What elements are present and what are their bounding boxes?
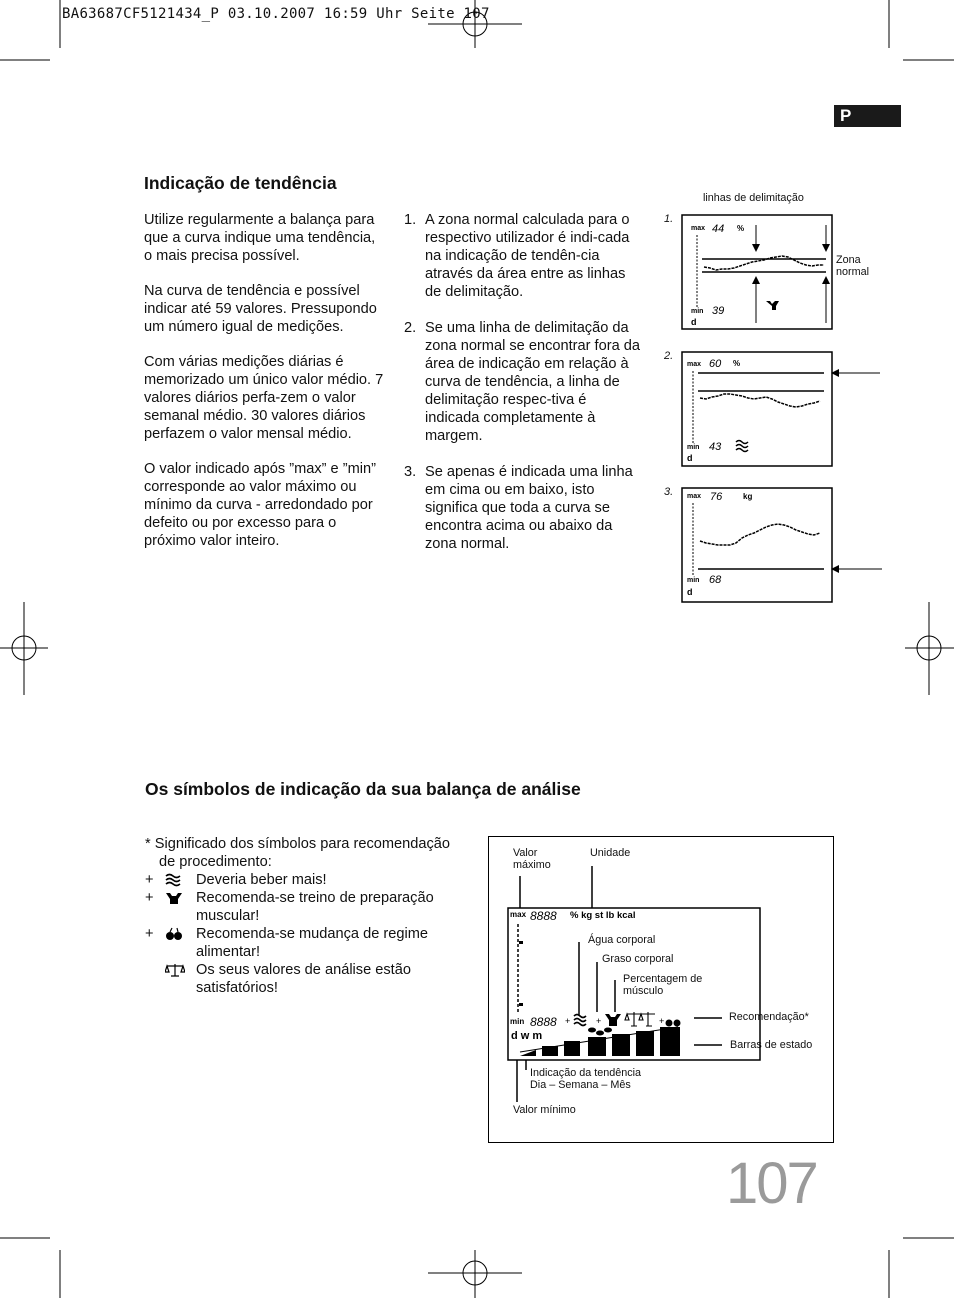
- min-label: min: [691, 308, 704, 315]
- trend-panel-2: [682, 352, 880, 466]
- list-text: A zona normal calculada para o respectivo utilizador é indi-cada na indicação de tendên-cia através da área entre as linhas de delimitação.: [425, 212, 630, 300]
- trend-numbered-list: [404, 211, 644, 553]
- list-text: Se apenas é indicada uma linha em cima ou em baixo, isto significa que toda a curva se encontra acima ou abaixo da zona normal.: [425, 464, 633, 552]
- lcd-scales-icon: [625, 1012, 643, 1026]
- trend-paragraph: Na curva de tendência e possível indicar até 59 valores. Pressupondo um número igual de medições.: [144, 283, 377, 335]
- trend-paragraph: Com várias medições diárias é memorizado um único valor médio. 7 valores diários perfa-zem o valor semanal médio. 30 valores diários perfazem o valor mensal médio.: [144, 354, 384, 442]
- figure-number: 3.: [664, 486, 674, 498]
- symbol-row: + Deveria beber mais!: [145, 872, 327, 888]
- lcd-units: % kg st lb kcal: [570, 910, 636, 921]
- label-body-fat: Graso corporal: [602, 953, 674, 965]
- figure-number: 1.: [664, 213, 674, 225]
- section-title-trend: Indicação de tendência: [144, 173, 337, 193]
- label-trend-indication: Indicação da tendência Dia – Semana – Mês: [530, 1067, 642, 1091]
- lcd-muscle-icon: [605, 1014, 621, 1026]
- list-number: 3.: [404, 464, 417, 480]
- symbol-row: Os seus valores de análise estão satisfatórios!: [145, 961, 485, 997]
- max-label: max: [691, 225, 706, 232]
- svg-text:+: +: [596, 1016, 602, 1026]
- trend-panel-1: [682, 215, 832, 329]
- muscle-icon: [766, 301, 779, 310]
- label-recommendation: Recomendação*: [729, 1011, 809, 1023]
- label-body-water: Água corporal: [588, 934, 656, 946]
- page-number: 107: [726, 1151, 817, 1216]
- svg-text:+: +: [565, 1016, 571, 1026]
- day-label: d: [687, 587, 693, 597]
- lcd-food-icon: [666, 1020, 673, 1027]
- list-number: 1.: [404, 212, 417, 228]
- water-icon: [165, 873, 181, 887]
- scales-icon: [165, 963, 185, 977]
- unit-label: kg: [743, 492, 753, 501]
- symbols-intro: * Significado dos símbolos para recomendação de procedimento:: [145, 836, 451, 870]
- trend-paragraph: O valor indicado após ”max” e ”min” corresponde ao valor máximo ou mínimo da curva - arredondado por defeito ou por excesso para o próximo valor inteiro.: [144, 461, 376, 549]
- trend-column-2: [404, 211, 644, 571]
- language-tab: P: [834, 105, 901, 127]
- unit-label: %: [737, 224, 745, 233]
- unit-label: %: [733, 359, 741, 368]
- water-icon: [736, 441, 748, 452]
- min-value: 68: [709, 574, 722, 586]
- list-item: [404, 211, 644, 301]
- lcd-min-digits: 8888: [530, 1015, 557, 1029]
- lcd-water-icon: [574, 1015, 586, 1026]
- list-item: [404, 463, 644, 553]
- label-status-bars: Barras de estado: [730, 1039, 813, 1051]
- lcd-max-digits: 8888: [530, 909, 557, 923]
- day-label: d: [687, 453, 693, 463]
- food-icon: [165, 927, 183, 941]
- lcd-dwm: d w m: [511, 1030, 543, 1042]
- label-max-value: Valor máximo: [513, 847, 551, 871]
- trend-panel-3: [682, 488, 882, 602]
- print-slug: BA63687CF5121434_P 03.10.2007 16:59 Uhr Seite 107: [62, 6, 490, 22]
- figure-number: 2.: [664, 350, 674, 362]
- min-label: min: [687, 444, 700, 451]
- list-text: Se uma linha de delimitação da zona normal se encontrar fora da área de indicação em relação à curva de tendência, a linha de delimitação respec-tiva é indicada completamente à margem.: [425, 320, 640, 444]
- min-value: 43: [709, 441, 722, 453]
- display-diagram-graphic: [488, 836, 834, 1143]
- day-label: d: [691, 317, 697, 327]
- max-value: 44: [712, 223, 725, 235]
- label-muscle-percentage: Percentagem de músculo: [623, 973, 703, 997]
- max-value: 76: [710, 491, 723, 503]
- trend-column-1: [144, 211, 384, 567]
- symbol-row: + Recomenda-se mudança de regime alimentar!: [145, 926, 429, 960]
- symbols-legend: [145, 835, 485, 997]
- muscle-icon: [165, 891, 183, 905]
- lcd-min-label: min: [510, 1017, 525, 1026]
- label-unit: Unidade: [590, 847, 631, 859]
- list-item: [404, 319, 644, 445]
- label-min-value: Valor mínimo: [513, 1104, 576, 1116]
- max-label: max: [687, 493, 702, 500]
- svg-text:+: +: [659, 1016, 665, 1026]
- section-title-symbols: Os símbolos de indicação da sua balança de análise: [145, 779, 581, 799]
- lcd-max-label: max: [510, 910, 527, 919]
- min-value: 39: [712, 305, 725, 317]
- list-number: 2.: [404, 320, 417, 336]
- min-label: min: [687, 577, 700, 584]
- trend-paragraph: Utilize regularmente a balança para que a curva indique uma tendência, o mais precisa possível.: [144, 212, 376, 264]
- max-label: max: [687, 361, 702, 368]
- label-delimitation-lines: linhas de delimitação: [703, 192, 804, 204]
- label-normal-zone: Zona normal: [836, 254, 870, 278]
- symbol-row: + Recomenda-se treino de preparação muscular!: [145, 890, 434, 924]
- trend-figures-graphic: [660, 205, 890, 605]
- max-value: 60: [709, 358, 722, 370]
